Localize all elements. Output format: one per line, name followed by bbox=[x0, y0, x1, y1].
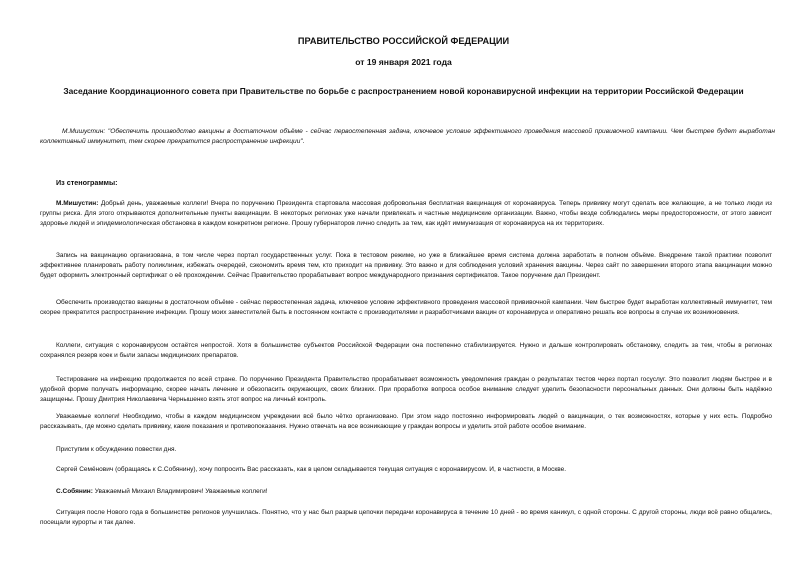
paragraph bbox=[40, 465, 772, 475]
paragraph-speaker: М.Мишустин: bbox=[56, 200, 99, 207]
paragraph-text: Запись на вакцинацию организована, в том числе через портал государственных услуг. Пока в тестовом режиме, но уже в ближайшее время система должна заработать в полном объёме. Внедрение такой практики позволит эффективнее планировать работу поликлиник, избежать очередей, сэкономить время тем, кто приходит на прививку. Это важно и для соблюдения условий хранения вакцины. Через сайт по завершении второго этапа вакцинации можно будет оформить электронный сертификат о её прохождении. Сейчас Правительство прорабатывает вопрос международного признания сертификатов. Такое поручение дал Президент. bbox=[40, 252, 772, 279]
paragraph bbox=[40, 298, 772, 318]
paragraph-speaker: С.Собянин: bbox=[56, 488, 93, 495]
paragraph bbox=[40, 487, 772, 497]
paragraph-text: Ситуация после Нового года в большинстве регионов улучшилась. Понятно, что у нас был разрыв цепочки передачи коронавируса в течение 10 дней - во время каникул, с одной стороны. С другой стороны, люди всё равно общались, посещали курорты и так далее. bbox=[40, 509, 772, 526]
paragraph-text: Приступим к обсуждению повестки дня. bbox=[56, 446, 177, 453]
paragraph-text: Обеспечить производство вакцины в достаточном объёме - сейчас первостепенная задача, ключевое условие эффективного проведения массовой прививочной кампании. Чем быстрее будет выработан коллективный иммунитет, тем скорее прекратится распространение инфекции. Прошу моих заместителей быть в постоянном контакте с производителями и разработчиками вакцин от коронавируса и оперативно решать все вопросы в случае их возникновения. bbox=[40, 299, 772, 316]
paragraph bbox=[40, 341, 772, 361]
paragraph-text: Коллеги, ситуация с коронавирусом остаётся непростой. Хотя в большинстве субъектов Российской Федерации она постепенно стабилизируется. Нужно и дальше контролировать обстановку, следить за тем, чтобы в регионах сохранялся резерв коек и были запасы медицинских препаратов. bbox=[40, 342, 772, 359]
paragraph-text: Уважаемые коллеги! Необходимо, чтобы в каждом медицинском учреждении всё было чётко организовано. При этом надо постоянно информировать людей о вакцинации, о тех возможностях, которые у них есть. Подробно рассказывать, где можно сделать прививку, какие показания и противопоказания. Нужно отвечать на все возникающие у граждан вопросы и уделить этой работе особое внимание. bbox=[40, 413, 772, 430]
lead-quote-text: М.Мишустин: "Обеспечить производство вакцины в достаточном объёме - сейчас первостепенная задача, ключевое условие эффективного проведения массовой прививочной кампании. Чем быстрее будет выработан коллективный иммунитет, тем скорее прекратится распространение инфекции". bbox=[40, 128, 775, 145]
paragraph bbox=[40, 445, 772, 455]
paragraph-text: Уважаемый Михаил Владимирович! Уважаемые коллеги! bbox=[92, 488, 268, 495]
paragraph-text: Тестирование на инфекцию продолжается по всей стране. По поручению Президента Правительство прорабатывает возможность уведомления граждан о результатах тестов через портал госуслуг. Это позволит людям быстрее и в удобной форме получать информацию, скорее начать лечение и обезопасить окружающих, своих близких. При проработке вопроса особое внимание следует уделить безопасности персональных данных. Они должны быть надёжно защищены. Прошу Дмитрия Николаевича Чернышенко взять этот вопрос на личный контроль. bbox=[40, 376, 772, 403]
document-date: от 19 января 2021 года bbox=[355, 57, 452, 67]
section-title: Из стенограммы: bbox=[56, 178, 118, 187]
paragraph bbox=[40, 375, 772, 405]
paragraph-text: Сергей Семёнович (обращаясь к С.Собянину), хочу попросить Вас рассказать, как в целом складывается текущая ситуация с коронавирусом. И, в частности, в Москве. bbox=[56, 466, 566, 473]
document-org: ПРАВИТЕЛЬСТВО РОССИЙСКОЙ ФЕДЕРАЦИИ bbox=[297, 36, 510, 46]
lead-quote bbox=[40, 127, 775, 147]
paragraph bbox=[40, 199, 772, 229]
paragraph bbox=[40, 508, 772, 528]
document-title: Заседание Координационного совета при Правительстве по борьбе с распространением новой коронавирусной инфекции на территории Российской Федерации bbox=[63, 86, 744, 96]
paragraph-text: Добрый день, уважаемые коллеги! Вчера по поручению Президента стартовала массовая добровольная бесплатная вакцинация от коронавируса. Теперь прививку могут сделать все желающие, а не только люди из группы риска. Для этого открываются дополнительные пункты вакцинации. В некоторых регионах уже начали привлекать и частные медицинские организации. Важно, чтобы везде соблюдались меры предосторожности, от этого зависит здоровье людей и эпидемиологическая обстановка в каждом конкретном регионе. Прошу губернаторов лично следить за тем, как идёт иммунизация от коронавируса на их территориях. bbox=[40, 200, 772, 227]
paragraph bbox=[40, 251, 772, 281]
paragraph bbox=[40, 412, 772, 432]
